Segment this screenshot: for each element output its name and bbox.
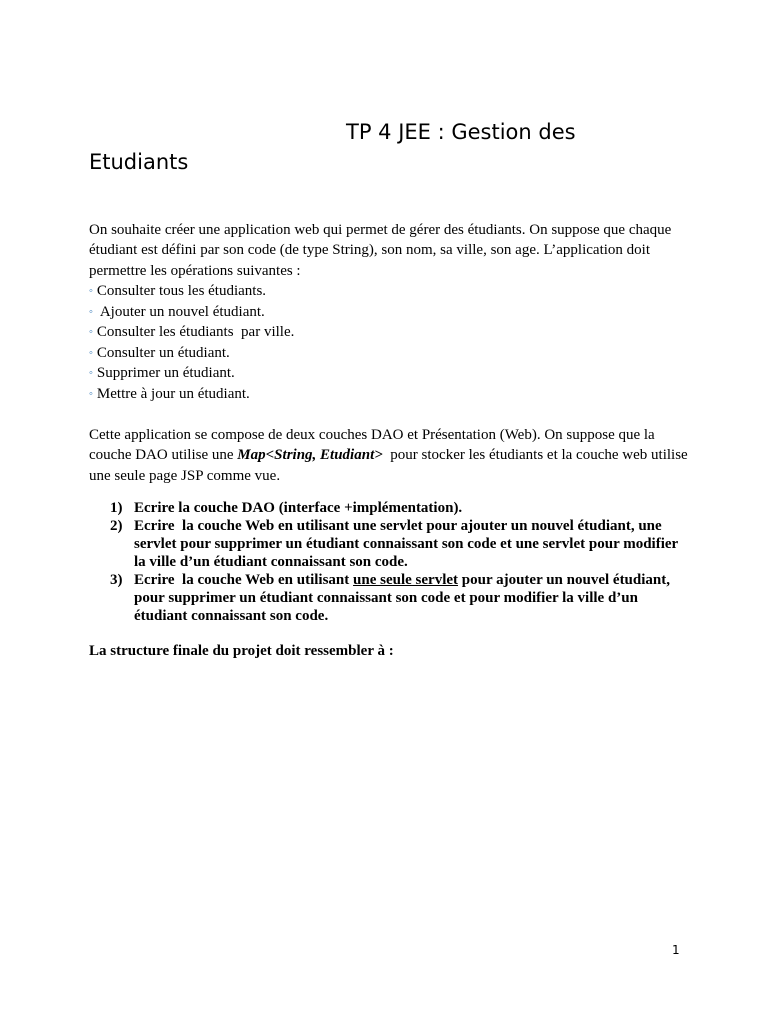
list-item-text: Supprimer un étudiant. [96, 365, 235, 381]
architecture-paragraph [89, 425, 692, 486]
list-item [110, 517, 685, 571]
document-title-line2: Etudiants [89, 150, 189, 174]
list-item-text: Consulter tous les étudiants. [96, 283, 267, 299]
tasks-list [110, 499, 685, 625]
list-item [89, 363, 294, 384]
step-text: Ecrire la couche DAO (interface +implémentation). [134, 500, 463, 516]
step-text-part: pour ajouter un nouvel étudiant, pour supprimer un étudiant connaissant son code et pour modifier la ville d’un étudiant connaissant son code. [134, 572, 671, 624]
list-item [89, 281, 294, 302]
code-reference: Map<String, Etudiant> [237, 447, 383, 464]
paragraph-text: Cette application se compose de deux couches DAO et Présentation (Web). On suppose que la couche DAO utilise une [89, 427, 655, 464]
bullet-icon: ◦ [89, 346, 93, 359]
step-text: Ecrire la couche Web en utilisant une servlet pour ajouter un nouvel étudiant, une servlet pour supprimer un étudiant connaissant son code et une servlet pour modifier la ville d’un étudiant connaissant son code. [134, 518, 682, 570]
list-item-text: Mettre à jour un étudiant. [96, 385, 250, 402]
list-item [110, 571, 685, 625]
bullet-icon: ◦ [89, 326, 93, 338]
bullet-icon: ◦ [89, 367, 93, 379]
final-heading: La structure finale du projet doit ressembler à : [89, 643, 394, 659]
list-item [110, 499, 685, 517]
step-number: 1) [110, 500, 123, 516]
step-text-part: Ecrire la couche Web en utilisant [134, 572, 354, 588]
bullet-icon: ◦ [89, 305, 93, 318]
underlined-text: une seule servlet [353, 572, 459, 588]
list-item [89, 343, 294, 364]
step-text [134, 571, 685, 625]
intro-paragraph: On souhaite créer une application web qui permet de gérer des étudiants. On suppose que chaque étudiant est défini par son code (de type String), son nom, sa ville, son age. L’application doit permettre les opérations suivantes : [89, 222, 672, 279]
document-title-line1: TP 4 JEE : Gestion des [346, 120, 576, 144]
paragraph-text: pour stocker les étudiants et la couche web utilise une seule page JSP comme vue. [89, 447, 692, 484]
list-item-text: Consulter un étudiant. [96, 344, 230, 361]
step-number: 2) [110, 518, 123, 534]
list-item-text: Ajouter un nouvel étudiant. [96, 303, 265, 320]
bullet-icon: ◦ [89, 387, 93, 400]
page-number: 1 [672, 943, 680, 957]
operations-list [89, 281, 294, 404]
list-item-text: Consulter les étudiants par ville. [96, 324, 295, 340]
bullet-icon: ◦ [89, 285, 93, 297]
list-item [89, 384, 294, 405]
step-number: 3) [110, 572, 123, 588]
list-item [89, 322, 294, 343]
list-item [89, 302, 294, 323]
